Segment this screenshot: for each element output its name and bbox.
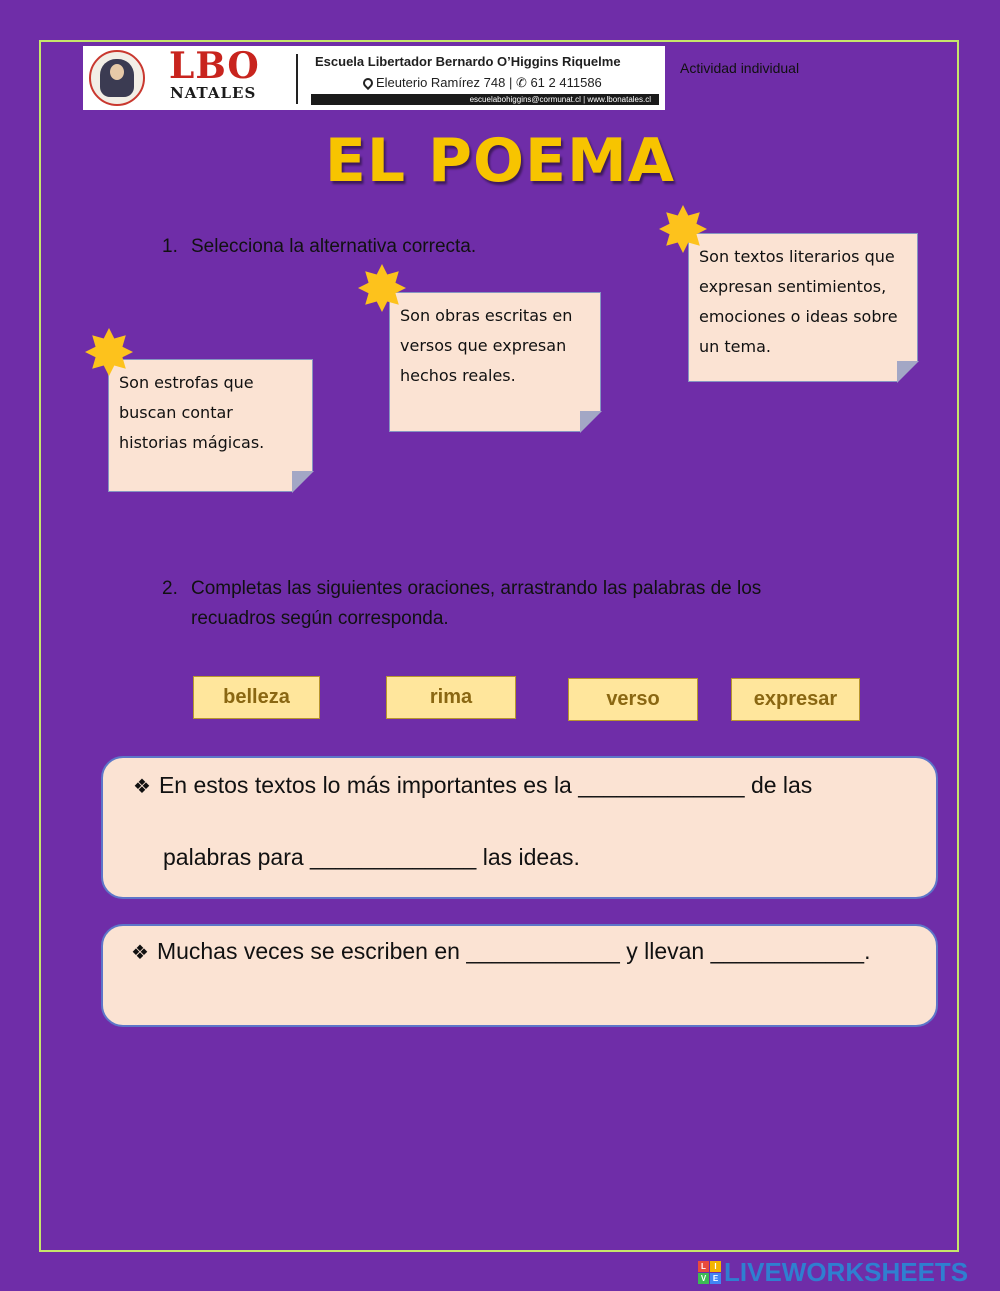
logo-letter: V <box>698 1273 709 1284</box>
logo-letter: L <box>698 1261 709 1272</box>
liveworksheets-wordmark: LIVEWORKSHEETS <box>724 1257 969 1287</box>
word-tile-expresar[interactable]: expresar <box>731 678 860 721</box>
logo-letter: E <box>710 1273 721 1284</box>
sentence-text: En estos textos lo más importantes es la <box>158 772 572 798</box>
word-tile-belleza[interactable]: belleza <box>193 676 320 719</box>
drop-blank-1[interactable]: _____________ <box>578 772 745 798</box>
brand-logo: LBO <box>169 45 260 87</box>
option-text: Son estrofas que buscan contar historias mágicas. <box>119 373 265 452</box>
location-pin-icon <box>361 76 375 90</box>
school-name: Escuela Libertador Bernardo O’Higgins Riquelme <box>315 54 621 69</box>
liveworksheets-grid-icon <box>698 1261 722 1285</box>
school-header <box>83 46 665 110</box>
star-icon <box>358 264 406 312</box>
word-tile-verso[interactable]: verso <box>568 678 698 721</box>
answer-option-3[interactable] <box>688 233 918 382</box>
answer-option-1[interactable] <box>108 359 313 492</box>
page-curl <box>580 411 602 433</box>
school-address: Eleuterio Ramírez 748 | ✆ 61 2 411586 <box>363 75 602 91</box>
answer-option-2[interactable] <box>389 292 601 432</box>
question-2 <box>162 574 862 636</box>
page-curl <box>292 471 314 493</box>
bullet-icon: ❖ <box>131 942 149 964</box>
word-tile-rima[interactable]: rima <box>386 676 516 719</box>
sentence-text: . <box>864 938 871 964</box>
sentence-box-2 <box>101 924 938 1027</box>
bullet-icon: ❖ <box>133 776 151 798</box>
option-text: Son obras escritas en versos que expresan hechos reales. <box>400 306 573 385</box>
option-text: Son textos literarios que expresan sentimientos, emociones o ideas sobre un tema. <box>699 247 898 356</box>
question-text: Selecciona la alternativa correcta. <box>191 236 477 257</box>
page-title: EL POEMA <box>324 126 676 196</box>
sentence-text: palabras para <box>163 844 304 870</box>
sentence-text: las ideas. <box>482 844 580 870</box>
question-text-line2: recuadros según corresponda. <box>191 608 449 629</box>
question-text-line1: Completas las siguientes oraciones, arrastrando las palabras de los <box>191 578 762 599</box>
page-border <box>39 40 959 1252</box>
activity-type: Actividad individual <box>680 60 800 76</box>
logo-letter: I <box>710 1261 721 1272</box>
question-number: 2. <box>162 578 178 599</box>
sentence-1-line-2 <box>163 844 580 871</box>
page-curl <box>897 361 919 383</box>
sentence-text: y llevan <box>626 938 705 964</box>
question-1 <box>162 232 562 262</box>
drop-blank-2[interactable]: _____________ <box>310 844 477 870</box>
drop-blank-4[interactable]: ____________ <box>710 938 865 964</box>
drop-blank-3[interactable]: ____________ <box>466 938 620 964</box>
sentence-box-1 <box>101 756 938 899</box>
sentence-2-line <box>131 938 870 965</box>
school-crest-icon <box>89 50 145 106</box>
brand-subtitle: NATALES <box>170 84 257 102</box>
header-divider <box>296 54 298 104</box>
question-number: 1. <box>162 236 178 257</box>
sentence-text: Muchas veces se escriben en <box>156 938 460 964</box>
sentence-1-line-1 <box>133 772 812 799</box>
school-contact: escuelabohiggins@cormunat.cl | www.lbonatales.cl <box>311 94 659 105</box>
sentence-text: de las <box>750 772 813 798</box>
